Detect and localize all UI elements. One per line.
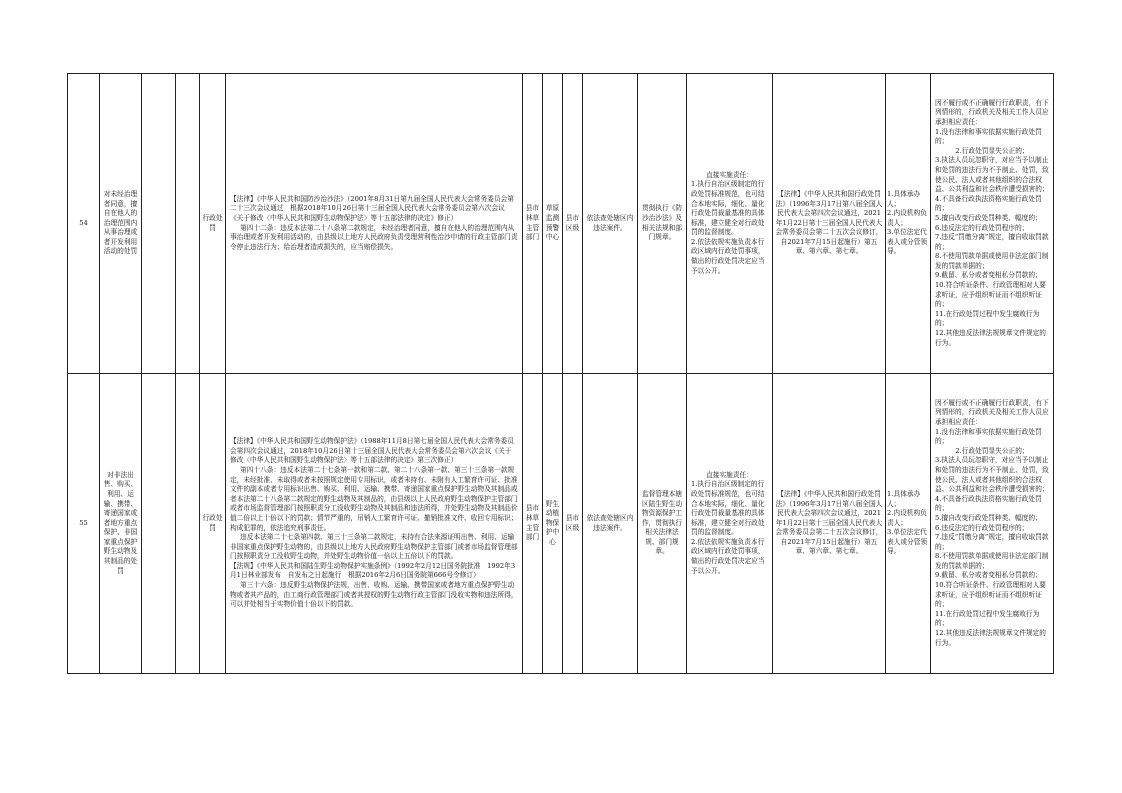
basis-paragraph: 第四十八条：违反本法第二十七条第一款和第二款、第二十八条第一款、第三十三条第一款规定，未经批准、未取得或者未按照规定使用专用标识，或者未持有、未附有人工繁育许可证、批准文件的副本或者专用标识出售、购买、利用、运输、携带、寄递国家重点保护野生动物及其制品或者本法第二十八条第二款规定的野生动物及其制品的，由县级以上人民政府野生动物保护主管部门或者市场监督管理部门按照职责分工没收野生动物及其制品和违法所得，并处野生动物及其制品价值二倍以上十倍以下的罚款；情节严重的，吊销人工繁育许可证、撤销批准文件、收回专用标识；构成犯罪的，依法追究刑事责任。 <box>230 465 518 532</box>
accountability-item: 7.违反“罚缴分离”规定，擅自收取罚款的； <box>935 233 1049 251</box>
basis-paragraph: 【法规】《中华人民共和国陆生野生动物保护实施条例》（1992年2月12日国务院批准 1992年3月1日林业部发布 自发布之日起施行 根据2016年2月6日国务院第666号令修订） <box>230 561 516 580</box>
responsibility-item: 2.依法依规实施负责本行政区域内行政处罚事项，做出的行政处罚决定应当予以公开。 <box>691 537 765 575</box>
responsible-subject: 1.具体承办人； 2.内设机构负责人； 3.单位法定代表人或分管领导。 <box>886 74 931 374</box>
accountability-intro: 因不履行或不正确履行行政职责，有下列情形的，行政机关及相关工作人员应承担相应责任： <box>935 98 1049 126</box>
power-list-table <box>67 73 1054 674</box>
legal-basis <box>226 74 523 374</box>
accountability-item: 3.执法人员玩忽职守，对应当予以制止和处罚的违法行为不予制止、处罚，致使公民、法人或者其他组织的合法权益、公共利益和社会秩序遭受损害的； <box>935 156 1049 194</box>
item-number: 55 <box>68 374 100 674</box>
basis-paragraph: 【法律】《中华人民共和国防沙治沙法》（2001年8月31日第九届全国人民代表大会常务委员会第二十三次会议通过 根据2018年10月26日第十三届全国人民代表大会常务委员会第六次会议《关于修改〈中华人民共和国野生动物保护法〉等十五部法律的决定》修正） <box>230 194 514 222</box>
basis-paragraph: 第四十二条：违反本法第二十八条第二款规定，未经治理者同意，擅自在他人的治理范围内从事治理或者开发利用活动的，由县级以上地方人民政府负责受理营利性治沙申请的行政主管部门责令停止违法行为；给治理者造成损失的，应当赔偿损失。 <box>230 223 518 251</box>
implementing-department: 县市林草主管部门 <box>523 74 543 374</box>
internal-unit: 草原监测预警中心 <box>543 74 563 374</box>
empty-cell <box>176 374 200 674</box>
responsibility <box>687 74 773 374</box>
accountability-law: 【法律】《中华人民共和国行政处罚法》（1996年3月17日第八届全国人民代表大会第四次会议通过，2021年1月22日第十三届全国人民代表大会常务委员会第二十五次会议修订，自2021年7月15日起施行）第五章、第六章、第七章。 <box>773 74 886 374</box>
responsibility <box>687 374 773 674</box>
accountability-item: 7.违反“罚缴分离”规定，擅自收取罚款的； <box>935 533 1049 551</box>
table-row <box>68 374 1054 674</box>
accountability-item: 5.擅自改变行政处罚种类、幅度的； <box>935 213 1042 222</box>
accountability-item: 1.没有法律和事实依据实施行政处罚的； <box>935 427 1042 446</box>
basis-paragraph: 第三十六条：违反野生动物保护法规，出售、收购、运输、携带国家或者地方重点保护野生动物或者其产品的，由工商行政管理部门或者其授权的野生动物行政主管部门没收实物和违法所得，可以并处相当于实物价值十倍以下的罚款。 <box>230 581 518 609</box>
accountability-item: 4.不具备行政执法资格实施行政处罚的； <box>935 494 1042 513</box>
item-number: 54 <box>68 74 100 374</box>
internal-unit: 野生动植物保护中心 <box>543 374 563 674</box>
accountability-item: 6.违反法定的行政处罚程序的； <box>935 223 1029 232</box>
item-name: 对未经治理者同意，擅自在他人的治理范围内从事治理或者开发利用活动的处罚 <box>100 74 142 374</box>
duty-description: 监督管理本辖区陆生野生动物资源保护工作，贯彻执行相关法律法规、部门规章。 <box>638 374 687 674</box>
accountability-item: 10.符合听证条件、行政管理相对人要求听证，应予组织听证而不组织听证的； <box>935 281 1046 309</box>
accountability-item: 12.其他违反法律法规规章文件规定的行为。 <box>935 629 1046 647</box>
accountability-cases <box>931 74 1054 374</box>
accountability-item: 10.符合听证条件、行政管理相对人要求听证，应予组织听证而不组织听证的； <box>935 581 1046 609</box>
accountability-item: 1.没有法律和事实依据实施行政处罚的； <box>935 127 1042 146</box>
accountability-item: 2.行政处罚显失公正的； <box>955 446 1029 455</box>
exercise-level: 县市区级 <box>563 374 583 674</box>
accountability-law: 【法律】《中华人民共和国行政处罚法》（1996年3月17日第八届全国人民代表大会第四次会议通过，2021年1月22日第十三届全国人民代表大会常务委员会第二十五次会议修订，自2021年7月15日起施行）第五章、第六章、第七章。 <box>773 374 886 674</box>
exercise-scope: 依法查处辖区内违法案件。 <box>583 74 638 374</box>
accountability-item: 2.行政处罚显失公正的； <box>955 146 1029 155</box>
empty-cell <box>176 74 200 374</box>
accountability-item: 8.不使用罚款单据或使用非法定部门制发的罚款单据的； <box>935 252 1049 270</box>
table-row <box>68 74 1054 374</box>
accountability-item: 4.不具备行政执法资格实施行政处罚的； <box>935 194 1042 213</box>
power-type: 行政处罚 <box>200 74 226 374</box>
power-type: 行政处罚 <box>200 374 226 674</box>
accountability-item: 8.不使用罚款单据或使用非法定部门制发的罚款单据的； <box>935 552 1049 570</box>
accountability-item: 11.在行政处罚过程中发生腐败行为的； <box>935 309 1040 328</box>
accountability-item: 11.在行政处罚过程中发生腐败行为的； <box>935 609 1040 628</box>
basis-paragraph: 违反本法第二十七条第四款、第三十三条第二款规定，未持有合法来源证明出售、利用、运输非国家重点保护野生动物的，由县级以上地方人民政府野生动物保护主管部门或者市场监督管理部门按照职责分工没收野生动物，并处野生动物价值一倍以上五倍以下的罚款。 <box>230 533 518 561</box>
accountability-item: 3.执法人员玩忽职守，对应当予以制止和处罚的违法行为不予制止、处罚，致使公民、法人或者其他组织的合法权益、公共利益和社会秩序遭受损害的； <box>935 456 1049 494</box>
responsible-subject: 1.具体承办人； 2.内设机构负责人； 3.单位法定代表人或分管领导。 <box>886 374 931 674</box>
implementing-department: 县市林草主管部门 <box>523 374 543 674</box>
exercise-level: 县市区级 <box>563 74 583 374</box>
accountability-item: 9.截留、私分或者变相私分罚款的； <box>935 571 1042 580</box>
basis-paragraph: 【法律】《中华人民共和国野生动物保护法》（1988年11月8日第七届全国人民代表大会常务委员会第四次会议通过，2018年10月26日第十三届全国人民代表大会常务委员会第六次会议《关于修改〈中华人民共和国野生动物保护法〉等十五部法律的决定》第三次修正） <box>230 437 514 465</box>
empty-cell <box>142 374 176 674</box>
accountability-cases <box>931 374 1054 674</box>
responsibility-title: 直接实施责任： <box>706 470 753 479</box>
responsibility-title: 直接实施责任： <box>706 170 753 179</box>
legal-basis <box>226 374 523 674</box>
responsibility-item: 1.执行自治区级制定的行政处罚标准规范，也可结合本地实际，细化、量化行政处罚裁量基准的具体标准，建立健全对行政处罚的监督制度。 <box>691 480 765 537</box>
accountability-item: 5.擅自改变行政处罚种类、幅度的； <box>935 513 1042 522</box>
duty-description: 贯彻执行《防沙治沙法》及相关法规和部门规章。 <box>638 74 687 374</box>
accountability-intro: 因不履行或不正确履行行政职责，有下列情形的，行政机关及相关工作人员应承担相应责任： <box>935 398 1049 426</box>
responsibility-item: 1.执行自治区级制定的行政处罚标准规范，也可结合本地实际，细化、量化行政处罚裁量基准的具体标准，建立健全对行政处罚的监督制度。 <box>691 180 765 237</box>
accountability-item: 6.违反法定的行政处罚程序的； <box>935 523 1029 532</box>
exercise-scope: 依法查处辖区内违法案件。 <box>583 374 638 674</box>
accountability-item: 9.截留、私分或者变相私分罚款的； <box>935 271 1042 280</box>
responsibility-item: 2.依法依规实施负责本行政区域内行政处罚事项，做出的行政处罚决定应当予以公开。 <box>691 237 765 275</box>
empty-cell <box>142 74 176 374</box>
accountability-item: 12.其他违反法律法规规章文件规定的行为。 <box>935 329 1046 347</box>
item-name: 对非法出售、购买、利用、运输、携带、寄递国家或者地方重点保护、非国家重点保护野生动物及其制品的处罚 <box>100 374 142 674</box>
